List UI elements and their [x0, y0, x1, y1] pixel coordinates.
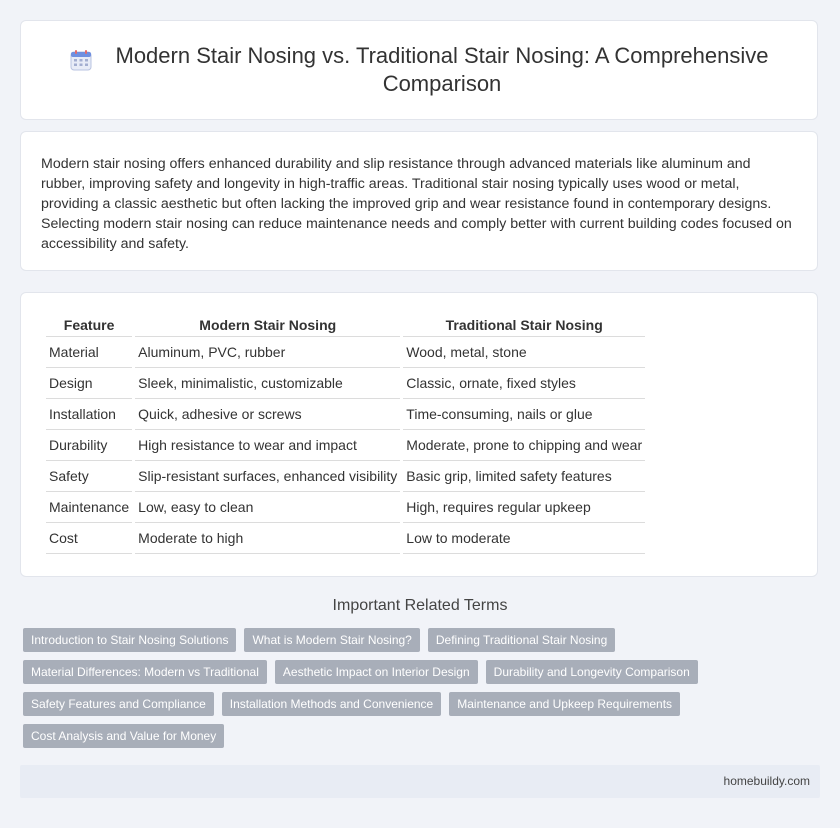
table-cell: Quick, adhesive or screws — [135, 399, 400, 430]
related-term-chip[interactable]: Cost Analysis and Value for Money — [23, 724, 224, 748]
table-row — [46, 337, 645, 368]
comparison-table-card — [20, 292, 818, 577]
table-row — [46, 368, 645, 399]
table-cell: Wood, metal, stone — [403, 337, 645, 368]
table-cell: Basic grip, limited safety features — [403, 461, 645, 492]
table-cell: Sleek, minimalistic, customizable — [135, 368, 400, 399]
table-cell: Material — [46, 337, 132, 368]
calendar-icon — [69, 48, 93, 72]
related-term-chip[interactable]: Maintenance and Upkeep Requirements — [449, 692, 680, 716]
table-cell: Time-consuming, nails or glue — [403, 399, 645, 430]
table-cell: Classic, ornate, fixed styles — [403, 368, 645, 399]
related-term-chip[interactable]: Aesthetic Impact on Interior Design — [275, 660, 478, 684]
table-cell: Moderate, prone to chipping and wear — [403, 430, 645, 461]
table-cell: Low, easy to clean — [135, 492, 400, 523]
summary-card — [20, 131, 818, 271]
table-cell: Cost — [46, 523, 132, 554]
related-term-chip[interactable]: What is Modern Stair Nosing? — [244, 628, 419, 652]
table-cell: Durability — [46, 430, 132, 461]
related-term-chip[interactable]: Defining Traditional Stair Nosing — [428, 628, 615, 652]
table-row — [46, 430, 645, 461]
table-cell: Design — [46, 368, 132, 399]
related-terms-list — [23, 628, 723, 756]
header-card — [20, 20, 818, 120]
related-term-chip[interactable]: Material Differences: Modern vs Traditional — [23, 660, 267, 684]
table-row — [46, 399, 645, 430]
table-row — [46, 492, 645, 523]
related-terms-heading: Important Related Terms — [332, 597, 508, 614]
table-row — [46, 523, 645, 554]
column-header: Traditional Stair Nosing — [403, 309, 645, 337]
footer — [20, 765, 820, 798]
table-row — [46, 461, 645, 492]
table-cell: High resistance to wear and impact — [135, 430, 400, 461]
table-cell: Moderate to high — [135, 523, 400, 554]
column-header: Feature — [46, 309, 132, 337]
table-cell: High, requires regular upkeep — [403, 492, 645, 523]
table-header-row — [46, 309, 645, 337]
footer-site[interactable]: homebuildy.com — [723, 774, 810, 788]
related-term-chip[interactable]: Installation Methods and Convenience — [222, 692, 441, 716]
related-term-chip[interactable]: Introduction to Stair Nosing Solutions — [23, 628, 236, 652]
table-cell: Maintenance — [46, 492, 132, 523]
table-cell: Safety — [46, 461, 132, 492]
table-cell: Aluminum, PVC, rubber — [135, 337, 400, 368]
column-header: Modern Stair Nosing — [135, 309, 400, 337]
page-title: Modern Stair Nosing vs. Traditional Stair Nosing: A Comprehensive Comparison — [115, 43, 769, 96]
related-term-chip[interactable]: Safety Features and Compliance — [23, 692, 214, 716]
related-term-chip[interactable]: Durability and Longevity Comparison — [486, 660, 698, 684]
summary-text: Modern stair nosing offers enhanced durability and slip resistance through advanced materials like aluminum and rubber, improving safety and longevity in high-traffic areas. Traditional stair nosing typically uses wood or metal, providing a classic aesthetic but often lacking the improved grip and wear resistance found in contemporary designs. Selecting modern stair nosing can reduce maintenance needs and comply better with current building codes focused on accessibility and safety. — [41, 156, 792, 252]
table-cell: Slip-resistant surfaces, enhanced visibility — [135, 461, 400, 492]
comparison-table — [43, 309, 648, 554]
table-cell: Installation — [46, 399, 132, 430]
table-cell: Low to moderate — [403, 523, 645, 554]
